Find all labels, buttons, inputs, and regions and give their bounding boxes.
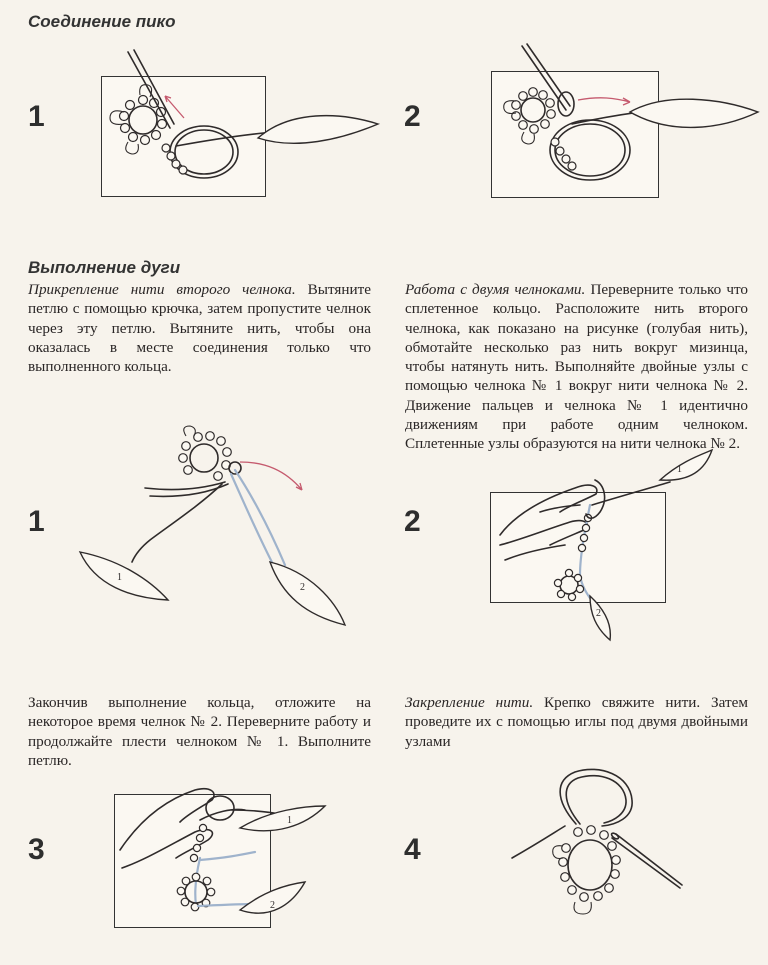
shuttle-label: 2 [596,608,601,619]
needle [612,838,680,888]
step-number: 1 [28,505,45,538]
step-number: 4 [404,833,421,866]
section-title-picot-join: Соединение пико [28,12,176,31]
instruction-body: Закончив выполнение кольца, отложите на некоторое время челнок № 2. Переверните работу и продолжайте плести челноком № 1. Выполните петлю. [28,694,371,769]
thread-tail [512,826,565,858]
instruction-lead: Прикрепление нити второго челнока. [28,281,296,298]
section-title-arc: Выполнение дуги [28,258,181,277]
step-number: 3 [28,833,45,866]
step-number: 1 [28,100,45,133]
step-number: 2 [404,100,421,133]
instruction-lead: Работа с двумя челноками. [405,281,586,298]
shuttle-label: 2 [300,582,305,593]
instruction-body: Крепко свяжите нити. Затем проведите их с помощью иглы под двумя двойными узлами [405,694,748,750]
shuttle-label: 1 [677,464,682,475]
shuttle-label: 1 [117,572,122,583]
instruction-body: Переверните только что сплетенное кольцо. Расположите нить второго челнока, как показано на рисунке (голубая нить), обмотайте несколько раз нить вокруг мизинца, чтобы натянуть нить. Выполняйте двойные узлы с помощью челнока № 1 вокруг нити челнока № 2. Движение пальцев и челнока № 1 идентично движениям при работе одним челноком. Сплетенные узлы образуются на нити челнока № 2. [405,281,748,453]
shuttle-label: 2 [270,900,275,911]
shuttle-label: 1 [287,815,292,826]
step-number: 2 [404,505,421,538]
instruction-lead: Закрепление нити. [405,694,534,711]
instruction-body: Вытяните петлю с помощью крючка, затем пропустите челнок через эту петлю. Вытяните нить, чтобы она оказалась в месте соединения только что выполненного кольца. [28,281,372,376]
